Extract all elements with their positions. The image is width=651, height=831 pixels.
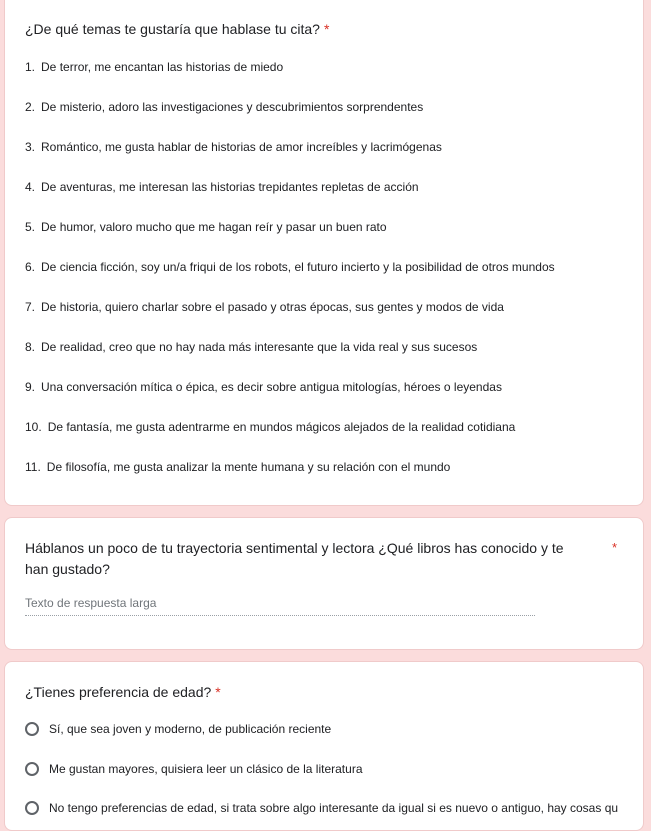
list-item: [25, 299, 623, 315]
list-item-text: De historia, quiero charlar sobre el pasado y otras épocas, sus gentes y modos de vida: [41, 300, 504, 314]
list-item-text: De aventuras, me interesan las historias trepidantes repletas de acción: [41, 180, 419, 194]
question-title: Háblanos un poco de tu trayectoria sentimental y lectora ¿Qué libros has conocido y te han gustado?: [25, 540, 564, 577]
required-asterisk: *: [323, 21, 330, 37]
list-item-number: 9.: [25, 380, 36, 394]
list-item-number: 5.: [25, 220, 36, 234]
list-item: [25, 179, 623, 195]
list-item: [25, 139, 623, 155]
radio-option[interactable]: [25, 798, 643, 818]
list-item-number: 2.: [25, 100, 36, 114]
list-item-number: 4.: [25, 180, 36, 194]
question-title-text: ¿De qué temas te gustaría que hablase tu cita?: [25, 21, 320, 37]
list-item-number: 8.: [25, 340, 36, 354]
question-title: [25, 19, 329, 40]
radio-option-label: Me gustan mayores, quisiera leer un clásico de la literatura: [49, 762, 363, 776]
required-asterisk: *: [215, 684, 221, 700]
list-item: [25, 459, 623, 475]
radio-button[interactable]: [25, 762, 39, 776]
list-item-text: De ciencia ficción, soy un/a friqui de los robots, el futuro incierto y la posibilidad de otros mundos: [41, 260, 555, 274]
list-item-text: Romántico, me gusta hablar de historias de amor increíbles y lacrimógenas: [41, 140, 442, 154]
list-item-text: De humor, valoro mucho que me hagan reír y pasar un buen rato: [41, 220, 387, 234]
list-item-text: De filosofía, me gusta analizar la mente humana y su relación con el mundo: [46, 460, 451, 474]
radio-option[interactable]: [25, 719, 643, 739]
list-item: [25, 379, 623, 395]
list-item-text: De terror, me encantan las historias de miedo: [41, 60, 284, 74]
question-card-age: [4, 661, 644, 831]
required-asterisk: *: [611, 540, 617, 555]
long-answer-input[interactable]: Texto de respuesta larga: [25, 596, 535, 616]
list-item-number: 11.: [25, 460, 41, 474]
radio-button[interactable]: [25, 801, 39, 815]
radio-option-label: No tengo preferencias de edad, si trata sobre algo interesante da igual si es nuevo o antiguo, hay cosas qu: [49, 801, 619, 815]
list-item: [25, 59, 623, 75]
list-item: [25, 419, 623, 435]
list-item-text: De fantasía, me gusta adentrarme en mundos mágicos alejados de la realidad cotidiana: [47, 420, 516, 434]
question-card-trajectory: [4, 517, 644, 650]
list-item-number: 1.: [25, 60, 36, 74]
question-title: [25, 682, 221, 703]
radio-option-label: Sí, que sea joven y moderno, de publicación reciente: [49, 722, 332, 736]
list-item-number: 7.: [25, 300, 36, 314]
list-item-number: 3.: [25, 140, 36, 154]
radio-option[interactable]: [25, 759, 643, 779]
list-item-number: 10.: [25, 420, 42, 434]
list-item: [25, 99, 623, 115]
list-item: [25, 339, 623, 355]
question-card-topics: [4, 0, 644, 506]
list-item-text: Una conversación mítica o épica, es decir sobre antigua mitologías, héroes o leyendas: [41, 380, 502, 394]
question-title-text: ¿Tienes preferencia de edad?: [25, 684, 212, 700]
list-item-text: De misterio, adoro las investigaciones y descubrimientos sorprendentes: [41, 100, 424, 114]
list-item: [25, 219, 623, 235]
list-item-number: 6.: [25, 260, 36, 274]
list-item-text: De realidad, creo que no hay nada más interesante que la vida real y sus sucesos: [41, 340, 478, 354]
radio-button[interactable]: [25, 722, 39, 736]
list-item: [25, 259, 623, 275]
